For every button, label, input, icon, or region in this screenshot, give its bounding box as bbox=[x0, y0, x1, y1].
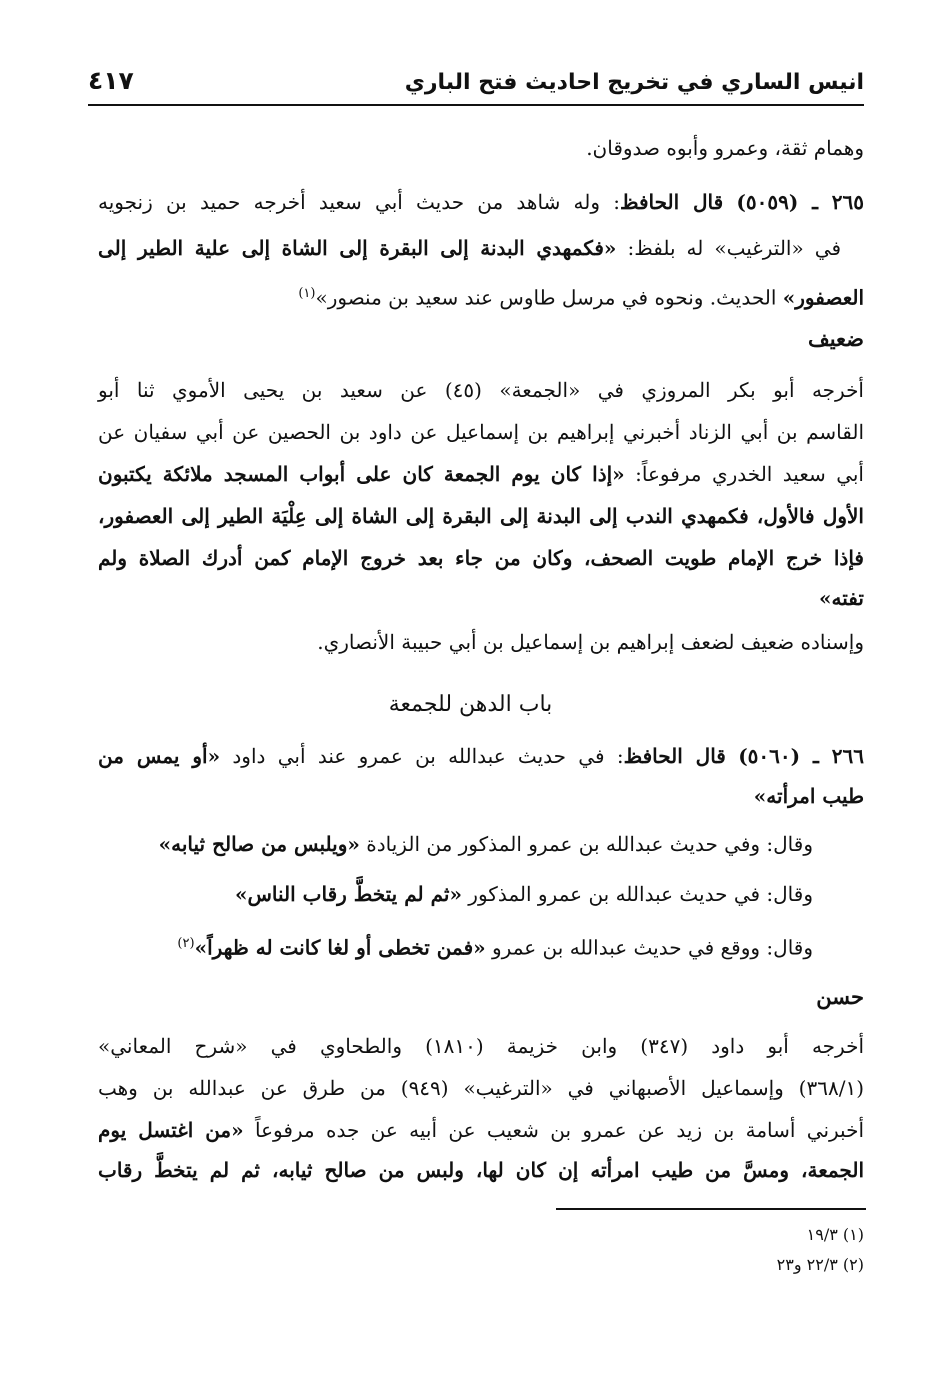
qala-line bbox=[177, 930, 813, 962]
qala-text: وقال: في حديث عبدالله بن عمرو المذكور bbox=[461, 882, 813, 906]
takhrij-text: أبي سعيد الخدري مرفوعاً: bbox=[624, 462, 864, 486]
takhrij-line bbox=[98, 460, 864, 488]
footnote-ref-1[interactable]: (١) bbox=[298, 286, 316, 301]
qala-line bbox=[159, 830, 813, 858]
takhrij-line bbox=[98, 1116, 864, 1144]
hadith-265-text: الحديث. ونحوه في مرسل طاوس عند سعيد بن منصور» bbox=[315, 285, 783, 310]
hadith-265-quote: «فكمهدي البدنة إلى البقرة إلى الشاة إلى علية الطير إلى bbox=[98, 236, 617, 260]
qala-text: وقال: ووقع في حديث عبدالله بن عمرو bbox=[485, 935, 813, 960]
matn-text: «من اغتسل يوم bbox=[98, 1118, 244, 1142]
matn-line: فإذا خرج الإمام طويت الصحف، وكان من جاء بعد خروج الإمام كمن أدرك الصلاة ولم bbox=[98, 546, 864, 570]
footnote-separator bbox=[556, 1208, 866, 1210]
chapter-title: باب الدهن للجمعة bbox=[388, 692, 553, 717]
hadith-266-number: ٢٦٦ ـ (٥٠٦٠) bbox=[738, 744, 864, 768]
page-header bbox=[88, 64, 864, 106]
qala-line bbox=[235, 880, 813, 908]
takhrij-line: أخرجه أبو داود (٣٤٧) وابن خزيمة (١٨١٠) والطحاوي في «شرح المعاني» bbox=[98, 1034, 864, 1058]
hadith-266-quote: «أو يمس من bbox=[98, 744, 221, 768]
hadith-265-line-2 bbox=[98, 234, 841, 262]
footnote-1: (١) ١٩/٣ bbox=[806, 1225, 864, 1244]
matn-line: الأول فالأول، فكمهدي الندب إلى البدنة إلى البقرة إلى الشاة إلى عِلْيَة الطير إلى العصفور، bbox=[98, 504, 864, 528]
running-title: انيس الساري في تخريج احاديث فتح الباري bbox=[404, 70, 864, 95]
isnad-note: وإسناده ضعيف لضعف إبراهيم بن إسماعيل بن أبي حبيبة الأنصاري. bbox=[317, 630, 864, 654]
qala-text: وقال: وفي حديث عبدالله بن عمرو المذكور من الزيادة bbox=[359, 832, 813, 856]
hadith-265-label: قال الحافظ bbox=[619, 190, 724, 214]
takhrij-line: (٣٦٨/١) وإسماعيل الأصبهاني في «الترغيب» (٩٤٩) من طرق عن عبدالله بن وهب bbox=[98, 1076, 865, 1100]
grade-label: ضعيف bbox=[807, 326, 864, 351]
grade-label: حسن bbox=[816, 984, 864, 1009]
hadith-266-label: قال الحافظ bbox=[623, 744, 726, 768]
page-number: ٤١٧ bbox=[88, 66, 134, 95]
qala-quote: «فمن تخطى أو لغا كانت له ظهراً» bbox=[194, 935, 486, 960]
qala-quote: «ويلبس من صالح ثيابه» bbox=[158, 832, 360, 856]
footnote-2: (٢) ٢٢/٣ و٢٣ bbox=[776, 1255, 864, 1274]
hadith-266-text: : في حديث عبدالله بن عمرو عند أبي داود bbox=[220, 744, 624, 768]
matn-line: الجمعة، ومسَّ من طيب امرأته إن كان لها، ولبس من صالح ثيابه، ثم لم يتخطَّ رقاب bbox=[98, 1158, 864, 1182]
hadith-266-line-2: طيب امرأته» bbox=[753, 784, 864, 808]
hadith-265-line-1 bbox=[98, 188, 864, 216]
hadith-266-line-1 bbox=[98, 742, 864, 770]
matn-line: تفته» bbox=[819, 586, 864, 610]
hadith-265-number: ٢٦٥ ـ (٥٠٥٩) bbox=[736, 190, 865, 214]
takhrij-text: أخبرني أسامة بن زيد عن عمرو بن شعيب عن أبيه عن جده مرفوعاً bbox=[243, 1118, 864, 1142]
takhrij-line: أخرجه أبو بكر المروزي في «الجمعة» (٤٥) عن سعيد بن يحيى الأموي ثنا أبو bbox=[98, 378, 864, 402]
footnote-ref-2[interactable]: (٢) bbox=[177, 936, 195, 951]
qala-quote: «ثم لم يتخطَّ رقاب الناس» bbox=[234, 882, 462, 906]
hadith-265-quote: العصفور» bbox=[782, 285, 864, 310]
matn-text: «إذا كان يوم الجمعة كان على أبواب المسجد ملائكة يكتبون bbox=[98, 462, 625, 486]
paragraph-line: وهمام ثقة، وعمرو وأبوه صدوقان. bbox=[586, 136, 864, 160]
hadith-265-line-3 bbox=[298, 280, 864, 312]
takhrij-line: القاسم بن أبي الزناد أخبرني إبراهيم بن إسماعيل عن داود بن الحصين عن أبي سفيان عن bbox=[98, 420, 864, 444]
hadith-265-text: في «الترغيب» له بلفظ: bbox=[616, 236, 841, 260]
hadith-265-text: : وله شاهد من حديث أبي سعيد أخرجه حميد بن زنجويه bbox=[98, 190, 620, 214]
